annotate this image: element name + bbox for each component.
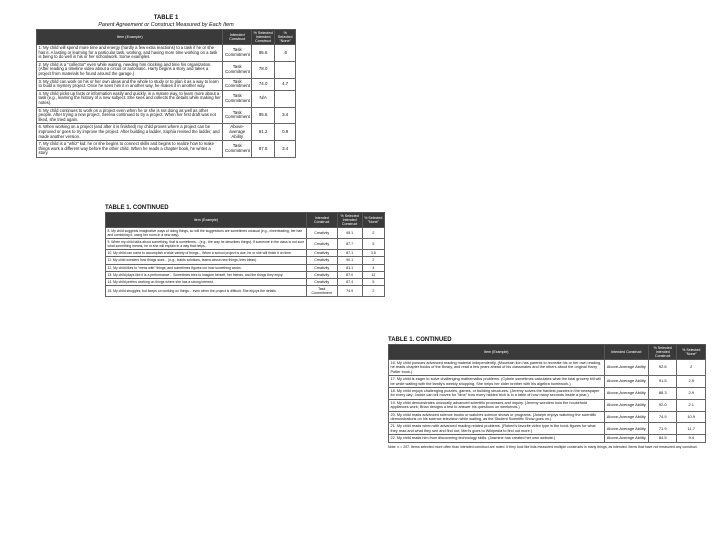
document-page-1 <box>36 15 296 158</box>
construct-cell: Above-Average Ability <box>604 411 648 423</box>
table-caption <box>36 15 296 29</box>
pct-none-cell: 3.4 <box>275 107 296 124</box>
pct-none-cell: 2 <box>677 360 706 376</box>
table-row <box>106 264 385 271</box>
table-row <box>389 411 706 423</box>
pct-none-cell: 2.9 <box>677 388 706 400</box>
table-row <box>106 271 385 278</box>
table-row <box>106 278 385 285</box>
column-header-construct: Intended Construct <box>223 30 251 45</box>
pct-none-cell: 2 <box>362 228 384 239</box>
item-text-cell: 8. My child suggests imaginative ways of doing things, so will the suggestions are sometimes unusual (e.g., cheerleading, her hair and combining it, using her room in a new way). <box>106 228 307 239</box>
pct-intended-cell: 92.0 <box>648 399 677 411</box>
pct-none-cell: 10.9 <box>677 411 706 423</box>
item-text-cell: 15. My child struggles, but keeps on working on things... even when the project is difficult. She enjoys the details. <box>106 285 307 296</box>
table-row <box>37 141 296 158</box>
pct-intended-cell: 87.1 <box>337 250 362 257</box>
construct-cell: Task Commitment <box>223 45 251 62</box>
table-row <box>37 45 296 62</box>
pct-intended-cell: 87.0 <box>337 271 362 278</box>
pct-intended-cell: 74.9 <box>337 285 362 296</box>
pct-intended-cell: 95.1 <box>337 228 362 239</box>
table-caption-title: TABLE 1 <box>153 15 179 21</box>
item-text-cell: 12. My child likes to "mess with" things, and sometimes figures out how something works. <box>106 264 307 271</box>
table-row <box>389 435 706 442</box>
table-caption-title: TABLE 1. CONTINUED <box>105 205 169 211</box>
column-header-item: Item (Example) <box>389 345 605 360</box>
item-text-cell: 21. My child reads when with advanced reading related problems. (Robert's favorite video type is the book figures for what they read and what they see and find out; Meri's goes to Wikipedia to find out more.) <box>389 423 605 435</box>
construct-cell: Above-Average Ability <box>604 399 648 411</box>
construct-cell: Task Commitment <box>223 90 251 107</box>
pct-intended-cell: 92.6 <box>648 360 677 376</box>
table-row <box>37 124 296 141</box>
pct-none-cell: 4 <box>362 264 384 271</box>
table-caption-title: TABLE 1. CONTINUED <box>388 337 452 343</box>
item-text-cell: 4. My child picks up facts or information easily and quickly, in a mature way, to learn more about a task (e.g., learning the history of a new subject. She sees and collects the details while making her notes). <box>37 90 223 107</box>
table-row <box>37 61 296 78</box>
pct-intended-cell: N/A <box>251 90 274 107</box>
table-caption-subtitle: Parent Agreement or Construct Measured by Each Item <box>98 22 234 28</box>
pct-intended-cell: 95.6 <box>251 45 274 62</box>
item-text-cell: 13. My child plays like it is a performance... Sometimes tries to imagine herself, her friends, and the things they enjoy. <box>106 271 307 278</box>
item-text-cell: 22. My child reads him from discovering technology skills. (Jasmine has created her own website.) <box>389 435 605 442</box>
construct-cell: Creativity <box>306 271 337 278</box>
table-row <box>389 423 706 435</box>
construct-cell: Above-Average Ability <box>604 388 648 400</box>
pct-none-cell: 2.9 <box>677 376 706 388</box>
construct-cell: Creativity <box>306 257 337 264</box>
pct-none-cell: 11.7 <box>677 423 706 435</box>
item-table <box>388 344 706 443</box>
table-row <box>106 228 385 239</box>
pct-intended-cell: 74.9 <box>648 411 677 423</box>
pct-intended-cell: 91.5 <box>648 376 677 388</box>
item-text-cell: 10. My child can come to accomplish a wide variety of things... When a school project is due, he or she will finish it on time. <box>106 250 307 257</box>
pct-none-cell: 9.4 <box>677 435 706 442</box>
pct-intended-cell: 87.5 <box>251 141 274 158</box>
table-row <box>106 285 385 296</box>
column-header-item: Item (Example) <box>37 30 223 45</box>
table-row <box>106 239 385 250</box>
construct-cell: Task Commitment <box>223 78 251 90</box>
item-text-cell: 2. My child is a "collector" even while waiting, needing him clocking and time his organization. (After reading a timeline video about a circus or automatic. Harry begins a story and takes a project from materials he found around the garage.) <box>37 61 223 78</box>
pct-none-cell: 2 <box>362 257 384 264</box>
pct-intended-cell: 87.7 <box>337 239 362 250</box>
table-row <box>106 257 385 264</box>
pct-intended-cell: 81.1 <box>337 264 362 271</box>
construct-cell: Task Commitment <box>306 285 337 296</box>
pct-none-cell: 4.7 <box>275 78 296 90</box>
pct-none-cell: .6 <box>275 45 296 62</box>
column-header-construct: Intended Construct <box>306 213 337 228</box>
construct-cell: Above-average Ability <box>223 124 251 141</box>
item-text-cell: 16. My child pursues advanced reading material independently. (Mountain lion has parents to recreate his or her own reading, he reads chapter books of the library, and read a few years ahead of his classmates and the others about the original Harry Potter book.) <box>389 360 605 376</box>
construct-cell: Above-Average Ability <box>604 376 648 388</box>
pct-none-cell: 5 <box>362 278 384 285</box>
column-header-pct-intended: % Selected Intended Construct <box>337 213 362 228</box>
construct-cell: Creativity <box>306 228 337 239</box>
item-text-cell: 17. My child is eager to solve challenging mathematics problems. (Cybele sometimes calculates what the total grocery bill will be while waiting with the family's weekly shopping. She helps her older brother with his algebra homework.) <box>389 376 605 388</box>
pct-intended-cell: 95.6 <box>251 107 274 124</box>
table-caption <box>388 337 706 344</box>
pct-none-cell <box>275 90 296 107</box>
construct-cell: Task Commitment <box>223 141 251 158</box>
construct-cell: Task Commitment <box>223 107 251 124</box>
column-header-pct-none: % Selected "None" <box>677 345 706 360</box>
construct-cell: Creativity <box>306 250 337 257</box>
table-row <box>37 78 296 90</box>
construct-cell: Creativity <box>306 278 337 285</box>
construct-cell: Creativity <box>306 239 337 250</box>
table-header-row <box>37 30 296 45</box>
pct-intended-cell: 87.4 <box>337 278 362 285</box>
pct-none-cell: 12 <box>362 271 384 278</box>
pct-none-cell: 3.4 <box>275 141 296 158</box>
table-row <box>389 399 706 411</box>
pct-intended-cell: 71.9 <box>648 423 677 435</box>
table-row <box>389 360 706 376</box>
item-text-cell: 11. My child wonders how things work... (e.g., builds solutions, learns about new things, tries ideas). <box>106 257 307 264</box>
column-header-pct-intended: % Selected Intended Construct <box>251 30 274 45</box>
table-note: Note: n = 207. Items selected more often than intended construct are noted. If they look like lists measured multiple constructs in many things, as intended. Items that have not measured any construct. <box>388 444 698 449</box>
column-header-construct: Intended Construct <box>604 345 648 360</box>
pct-intended-cell: 74.0 <box>251 78 274 90</box>
table-header-row <box>106 213 385 228</box>
item-table <box>105 212 385 297</box>
table-row <box>37 90 296 107</box>
table-row <box>389 388 706 400</box>
document-page-2 <box>105 205 385 297</box>
pct-intended-cell: 90.1 <box>337 257 362 264</box>
pct-intended-cell: 78.0 <box>251 61 274 78</box>
table-row <box>389 376 706 388</box>
column-header-item: Item (Example) <box>106 213 307 228</box>
item-table <box>36 29 296 158</box>
pct-none-cell: 0.9 <box>275 124 296 141</box>
pct-none-cell: 2 <box>362 285 384 296</box>
construct-cell: Creativity <box>306 264 337 271</box>
pct-intended-cell: 91.2 <box>251 124 274 141</box>
item-text-cell: 1. My child will spend more time and energy (hardly a few extra reactions) to a task if he or she has it. A lasting or learning for a particular task, working, and having more time working on a task is being to do well in his or her schoolwork. Some examples. <box>37 45 223 62</box>
construct-cell: Above-Average Ability <box>604 435 648 442</box>
pct-none-cell: 2.1 <box>677 399 706 411</box>
table-caption <box>105 205 385 212</box>
item-text-cell: 5. My child continues to work on a project even when he or she is not doing as well as other people. After trying a new project, Serena continued to try a project. When her first draft was not liked, she tried again. <box>37 107 223 124</box>
item-text-cell: 3. My child can work on his or her own ideas and the whole to study or to plan it as a way to learn to build a mystery project. Once he sees him it in another way, he makes it in another way. <box>37 78 223 90</box>
column-header-pct-intended: % Selected Intended Construct <box>648 345 677 360</box>
column-header-pct-none: % Selected "None" <box>275 30 296 45</box>
pct-none-cell <box>275 61 296 78</box>
item-text-cell: 14. My child prefers working on things where she has a strong interest. <box>106 278 307 285</box>
item-text-cell: 9. When my child talks about something, that is sometimes... (e.g., the way he describes things). If someone in the class is not sure what something means, he or she will explain in a way that helps. <box>106 239 307 250</box>
item-text-cell: 20. My child reads advanced science books or watches science shows or programs. (Joseph enjoys watching the scientific demonstrations on his science television while waiting, as the Student Scientific Show goes on.) <box>389 411 605 423</box>
item-text-cell: 19. My child demonstrates unusually advanced scientific processes and inquiry. (Jeremy wonders how the household appliances work; Brian designs a test to answer his questions on weekends.) <box>389 399 605 411</box>
table-row <box>37 107 296 124</box>
item-text-cell: 6. When working on a project (and after it is finished) my child proves where a project can be improved or goes to try improve the project. After building a ladder, Sophia revised the ladder, and made another version. <box>37 124 223 141</box>
pct-none-cell: 3.5 <box>362 250 384 257</box>
construct-cell: Task Commitment <box>223 61 251 78</box>
item-text-cell: 18. My child enjoys challenging puzzles, games, or building structures. (Jeremy solves the hardest puzzles in the newspaper for every day; Jackie can tell moves for "time" how every hidden trick is in a table of how many seconds inside a year.) <box>389 388 605 400</box>
table-header-row <box>389 345 706 360</box>
pct-none-cell: 5 <box>362 239 384 250</box>
pct-intended-cell: 84.5 <box>648 435 677 442</box>
construct-cell: Above-Average Ability <box>604 360 648 376</box>
construct-cell: Above-Average Ability <box>604 423 648 435</box>
document-page-3 <box>388 337 706 449</box>
pct-intended-cell: 88.3 <box>648 388 677 400</box>
table-row <box>106 250 385 257</box>
item-text-cell: 7. My child is a "whiz" kid: he or she begins to connect skills and begins to realize how to make things work a different way before the other child. When he reads a chapter book, he writes a story. <box>37 141 223 158</box>
column-header-pct-none: % Selected "None" <box>362 213 384 228</box>
